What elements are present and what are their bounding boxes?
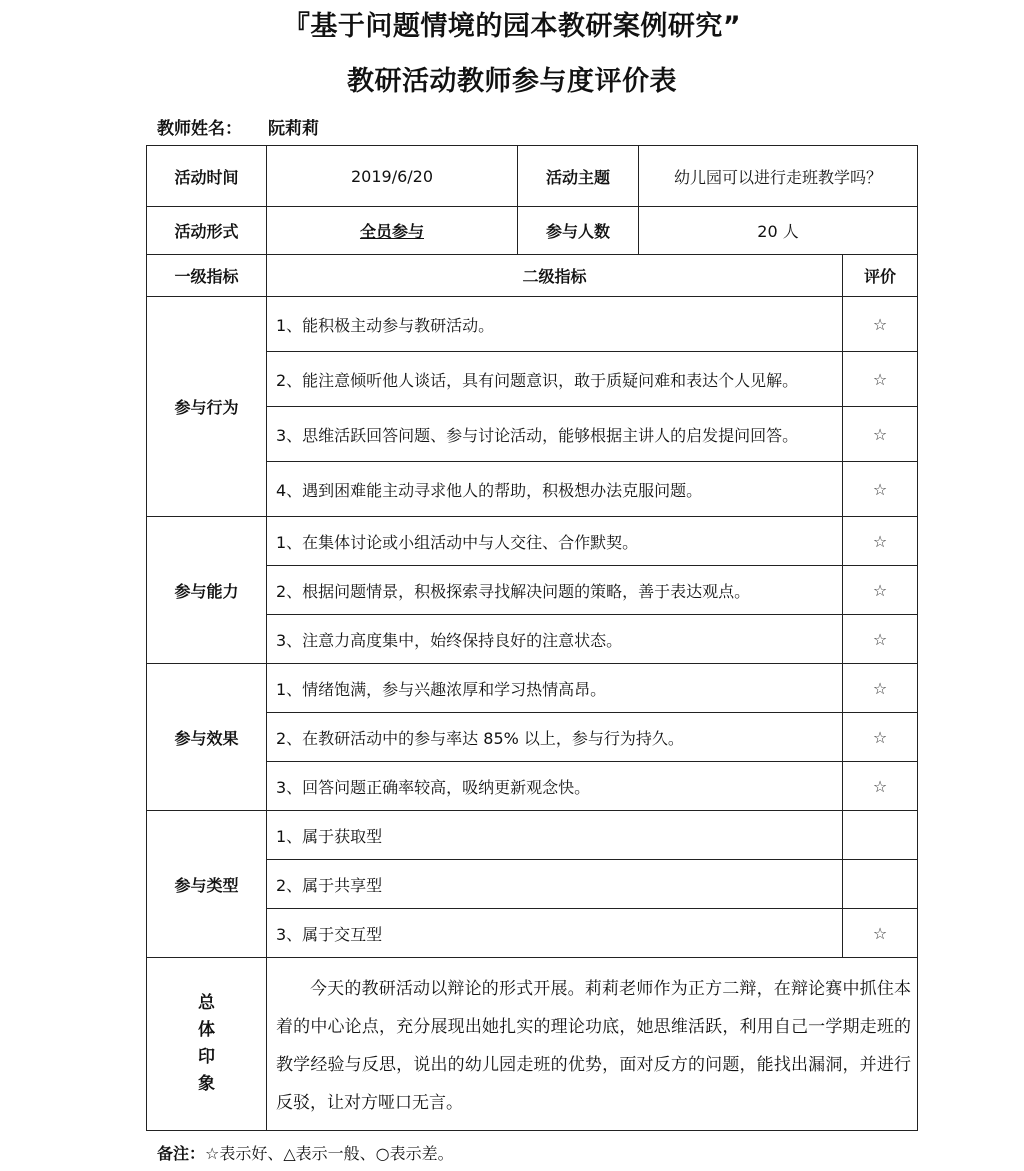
activity-form-label: 活动形式 — [147, 207, 267, 255]
footnote-text: ☆表示好、△表示一般、○表示差。 — [205, 1144, 454, 1163]
indicator-text: 1、在集体讨论或小组活动中与人交往、合作默契。 — [267, 517, 843, 566]
indicator-text: 1、能积极主动参与教研活动。 — [267, 297, 843, 352]
activity-theme-value: 幼儿园可以进行走班教学吗？ — [639, 146, 918, 207]
table-row — [147, 811, 918, 860]
impression-label-char: 象 — [198, 1074, 215, 1094]
indicator-text: 3、属于交互型 — [267, 909, 843, 958]
overall-impression-label — [147, 958, 267, 1131]
rating-star: ☆ — [843, 517, 918, 566]
indicator-header-row — [147, 255, 918, 297]
rating-star: ☆ — [843, 297, 918, 352]
indicator-text: 1、属于获取型 — [267, 811, 843, 860]
rating-star: ☆ — [843, 762, 918, 811]
table-row — [147, 297, 918, 352]
participant-count-value: 20 人 — [639, 207, 918, 255]
rating-star: ☆ — [843, 615, 918, 664]
rating-star: ☆ — [843, 713, 918, 762]
activity-form-value: 全员参与 — [359, 222, 424, 241]
level1-header: 一级指标 — [147, 255, 267, 297]
rating-star — [843, 811, 918, 860]
overall-impression-text: 今天的教研活动以辩论的形式开展。莉莉老师作为正方二辩，在辩论赛中抓住本着的中心论点，充分展现出她扎实的理论功底，她思维活跃，利用自己一学期走班的教学经验与反思，说出的幼儿园走班的优势，面对反方的问题，能找出漏洞，并进行反驳，让对方哑口无言。 — [267, 958, 918, 1131]
rating-star: ☆ — [843, 352, 918, 407]
activity-time-value: 2019/6/20 — [267, 146, 518, 207]
rating-star: ☆ — [843, 664, 918, 713]
teacher-name-label: 教师姓名： — [157, 119, 242, 139]
indicator-text: 3、注意力高度集中，始终保持良好的注意状态。 — [267, 615, 843, 664]
indicator-text: 2、根据问题情景，积极探索寻找解决问题的策略，善于表达观点。 — [267, 566, 843, 615]
rating-header: 评价 — [843, 255, 918, 297]
participant-count-label: 参与人数 — [518, 207, 639, 255]
footnote — [157, 1141, 454, 1164]
rating-star: ☆ — [843, 407, 918, 462]
activity-form-cell — [267, 207, 518, 255]
level2-header: 二级指标 — [267, 255, 843, 297]
category-effect: 参与效果 — [147, 664, 267, 811]
document-subtitle: 教研活动教师参与度评价表 — [347, 66, 677, 97]
category-type: 参与类型 — [147, 811, 267, 958]
rating-star — [843, 860, 918, 909]
rating-star: ☆ — [843, 566, 918, 615]
activity-theme-label: 活动主题 — [518, 146, 639, 207]
indicator-text: 3、思维活跃回答问题、参与讨论活动，能够根据主讲人的启发提问回答。 — [267, 407, 843, 462]
evaluation-table — [146, 145, 918, 1131]
rating-star: ☆ — [843, 462, 918, 517]
indicator-text: 2、在教研活动中的参与率达 85% 以上，参与行为持久。 — [267, 713, 843, 762]
table-row — [147, 517, 918, 566]
teacher-name-row — [157, 114, 319, 139]
impression-label-char: 印 — [198, 1047, 215, 1067]
indicator-text: 1、情绪饱满，参与兴趣浓厚和学习热情高昂。 — [267, 664, 843, 713]
impression-row — [147, 958, 918, 1131]
document-title: 『基于问题情境的园本教研案例研究” — [282, 11, 742, 42]
impression-label-char: 总 — [198, 993, 215, 1013]
impression-label-char: 体 — [198, 1020, 215, 1040]
rating-star: ☆ — [843, 909, 918, 958]
indicator-text: 4、遇到困难能主动寻求他人的帮助，积极想办法克服问题。 — [267, 462, 843, 517]
indicator-text: 2、属于共享型 — [267, 860, 843, 909]
indicator-text: 3、回答问题正确率较高，吸纳更新观念快。 — [267, 762, 843, 811]
indicator-text: 2、能注意倾听他人谈话，具有问题意识，敢于质疑问难和表达个人见解。 — [267, 352, 843, 407]
teacher-name-value: 阮莉莉 — [268, 119, 319, 139]
category-behavior: 参与行为 — [147, 297, 267, 517]
info-row-form — [147, 207, 918, 255]
table-row — [147, 664, 918, 713]
info-row-time — [147, 146, 918, 207]
category-ability: 参与能力 — [147, 517, 267, 664]
activity-time-label: 活动时间 — [147, 146, 267, 207]
footnote-label: 备注： — [157, 1144, 206, 1163]
